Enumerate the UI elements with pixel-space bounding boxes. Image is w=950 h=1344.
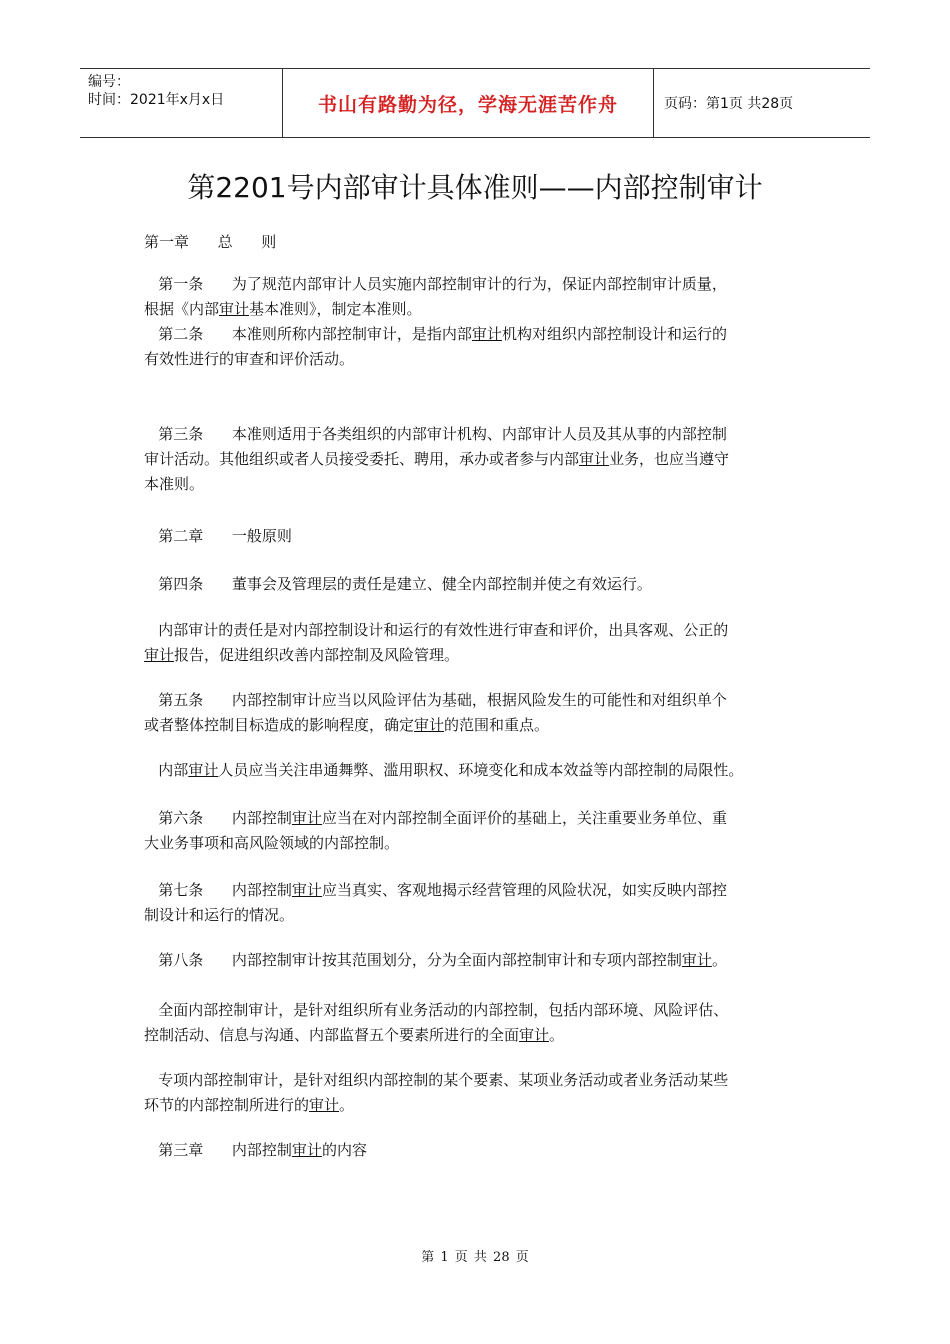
paragraph-text: 第八条 内部控制审计按其范围划分，分为全面内部控制审计和专项内部控制 <box>144 951 682 969</box>
audit-link[interactable]: 审计 <box>471 325 502 343</box>
paragraph-text: 机构对组织内部控制设计和运行的 有效性进行的审查和评价活动。 <box>144 325 727 368</box>
audit-link[interactable]: 审计 <box>681 951 712 969</box>
body-paragraph <box>144 1068 728 1118</box>
paragraph-text: 应当在对内部控制全面评价的基础上，关注重要业务单位、重 大业务事项和高风险领域的内部控制。 <box>144 809 727 852</box>
body-paragraph <box>144 572 652 597</box>
body-paragraph <box>144 524 292 549</box>
body-paragraph <box>144 322 727 372</box>
paragraph-text: 第四条 董事会及管理层的责任是建立、健全内部控制并使之有效运行。 <box>144 575 652 593</box>
paragraph-text: 专项内部控制审计，是针对组织内部控制的某个要素、某项业务活动或者业务活动某些 环节的内部控制所进行的 <box>144 1071 729 1114</box>
paragraph-text: 第一章 总 则 <box>144 233 277 251</box>
paragraph-text: 第二条 本准则所称内部控制审计，是指内部 <box>144 325 472 343</box>
audit-link[interactable]: 审计 <box>414 716 445 734</box>
audit-link[interactable]: 审计 <box>291 809 322 827</box>
paragraph-text: 内部 <box>144 761 189 779</box>
paragraph-text: 第三章 内部控制 <box>144 1141 292 1159</box>
paragraph-text: 的内容 <box>321 1141 367 1159</box>
paragraph-text: 报告，促进组织改善内部控制及风险管理。 <box>174 646 460 664</box>
paragraph-text: 业务，也应当遵守 本准则。 <box>144 450 730 493</box>
audit-link[interactable]: 审计 <box>579 450 610 468</box>
document-number-label: 编号： <box>88 74 130 90</box>
body-paragraph <box>144 758 743 783</box>
paragraph-text: 的范围和重点。 <box>444 716 550 734</box>
paragraph-text: 。 <box>711 951 727 969</box>
paragraph-text: 基本准则》，制定本准则。 <box>249 300 422 318</box>
body-paragraph <box>144 1138 367 1163</box>
header-table <box>80 68 870 138</box>
paragraph-text: 第五条 内部控制审计应当以风险评估为基础，根据风险发生的可能性和对组织单个 或者整体控制目标造成的影响程度，确定 <box>144 691 727 734</box>
audit-link[interactable]: 审计 <box>519 1026 550 1044</box>
paragraph-text: 全面内部控制审计，是针对组织所有业务活动的内部控制，包括内部环境、风险评估、 控制活动、信息与沟通、内部监督五个要素所进行的全面 <box>144 1001 729 1044</box>
audit-link[interactable]: 审计 <box>144 646 175 664</box>
paragraph-text: 。 <box>549 1026 565 1044</box>
body-paragraph <box>144 422 729 497</box>
body-paragraph <box>144 618 728 668</box>
document-date: 时间：2021年x月x日 <box>88 92 225 108</box>
paragraph-text: 第三条 本准则适用于各类组织的内部审计机构、内部审计人员及其从事的内部控制 审计活动。其他组织或者人员接受委托、聘用，承办或者参与内部 <box>144 425 727 468</box>
paragraph-text: 应当真实、客观地揭示经营管理的风险状况，如实反映内部控 制设计和运行的情况。 <box>144 881 727 924</box>
body-paragraph <box>144 948 727 973</box>
body-paragraph <box>144 230 276 255</box>
audit-link[interactable]: 审计 <box>291 881 322 899</box>
body-paragraph <box>144 878 727 928</box>
paragraph-text: 第二章 一般原则 <box>144 527 292 545</box>
paragraph-text: 。 <box>339 1096 355 1114</box>
paragraph-text: 内部审计的责任是对内部控制设计和运行的有效性进行审查和评价，出具客观、公正的 <box>158 621 729 639</box>
page-footer: 第 1 页 共 28 页 <box>421 1250 529 1265</box>
header-meta-cell <box>80 69 282 137</box>
audit-link[interactable]: 审计 <box>291 1141 322 1159</box>
paragraph-text: 第六条 内部控制 <box>144 809 292 827</box>
paragraph-text: 人员应当关注串通舞弊、滥用职权、环境变化和成本效益等内部控制的局限性。 <box>218 761 744 779</box>
header-page-info: 页码：第1页 共28页 <box>664 96 794 112</box>
body-paragraph <box>144 806 727 856</box>
document-title: 第2201号内部审计具体准则——内部控制审计 <box>187 171 763 204</box>
body-paragraph <box>144 998 728 1048</box>
body-paragraph <box>144 272 727 322</box>
audit-link[interactable]: 审计 <box>219 300 250 318</box>
audit-link[interactable]: 审计 <box>309 1096 340 1114</box>
paragraph-text: 第一条 为了规范内部审计人员实施内部控制审计的行为，保证内部控制审计质量， 根据《内部 <box>144 275 727 318</box>
paragraph-text: 第七条 内部控制 <box>144 881 292 899</box>
header-motto: 书山有路勤为径，学海无涯苦作舟 <box>282 69 654 137</box>
audit-link[interactable]: 审计 <box>188 761 219 779</box>
body-paragraph <box>144 688 727 738</box>
